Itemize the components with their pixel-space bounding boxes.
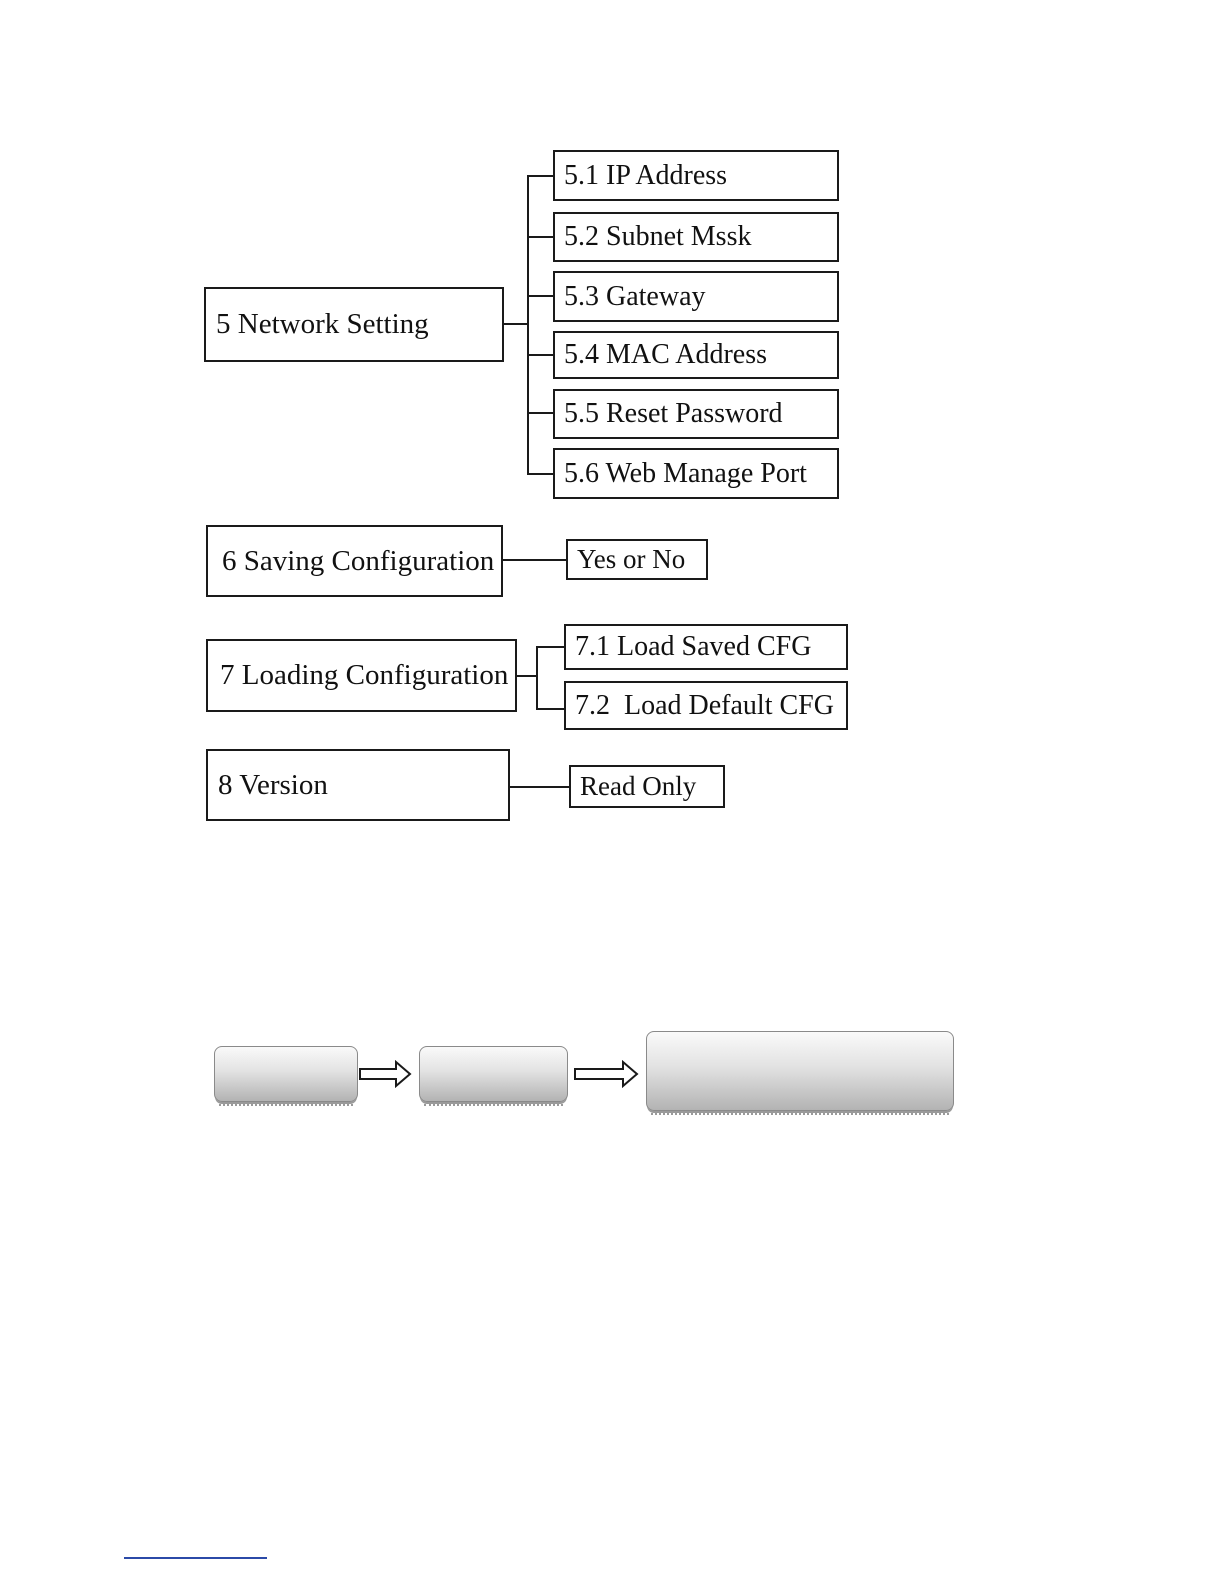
- flow-right-arrow-icon: [358, 1060, 412, 1088]
- network-connector-branch: [527, 412, 554, 414]
- version-label: 8 Version: [218, 768, 328, 801]
- network-connector-stem: [503, 323, 529, 325]
- network-child-reset-password: 5.5 Reset Password: [553, 389, 839, 439]
- network-child-ip-address: 5.1 IP Address: [553, 150, 839, 201]
- network-setting-label: 5 Network Setting: [216, 308, 429, 340]
- loading-configuration-label: 7 Loading Configuration: [220, 659, 509, 691]
- saving-option-yes-no: Yes or No: [566, 539, 708, 580]
- network-child-mac-address: 5.4 MAC Address: [553, 331, 839, 379]
- version-connector: [509, 786, 570, 788]
- network-connector-branch: [527, 295, 554, 297]
- network-connector-branch: [527, 473, 554, 475]
- flow-step-2-box: [419, 1046, 568, 1102]
- loading-connector-stem: [516, 675, 538, 677]
- loading-configuration-node: [206, 639, 517, 712]
- saving-connector: [502, 559, 567, 561]
- saving-configuration-label: 6 Saving Configuration: [222, 544, 495, 577]
- flow-right-arrow-icon: [573, 1060, 639, 1088]
- loading-connector-branch: [536, 646, 565, 648]
- network-connector-bracket: [527, 175, 529, 474]
- network-connector-branch: [527, 175, 554, 177]
- saving-configuration-node: [206, 525, 503, 597]
- footnote-separator-line: [124, 1557, 267, 1559]
- network-connector-branch: [527, 354, 554, 356]
- version-option-read-only: Read Only: [569, 765, 725, 808]
- loading-connector-branch: [536, 708, 565, 710]
- version-node: [206, 749, 510, 821]
- loading-child-load-saved-cfg: 7.1 Load Saved CFG: [564, 624, 848, 670]
- network-child-web-manage-port: 5.6 Web Manage Port: [553, 448, 839, 499]
- network-child-gateway: 5.3 Gateway: [553, 271, 839, 322]
- network-setting-node: [204, 287, 504, 362]
- loading-child-load-default-cfg: 7.2 Load Default CFG: [564, 681, 848, 730]
- loading-connector-bracket: [536, 646, 538, 710]
- flow-step-3-box: [646, 1031, 954, 1111]
- network-connector-branch: [527, 236, 554, 238]
- network-child-subnet-mask: 5.2 Subnet Mssk: [553, 212, 839, 262]
- flow-step-1-box: [214, 1046, 358, 1102]
